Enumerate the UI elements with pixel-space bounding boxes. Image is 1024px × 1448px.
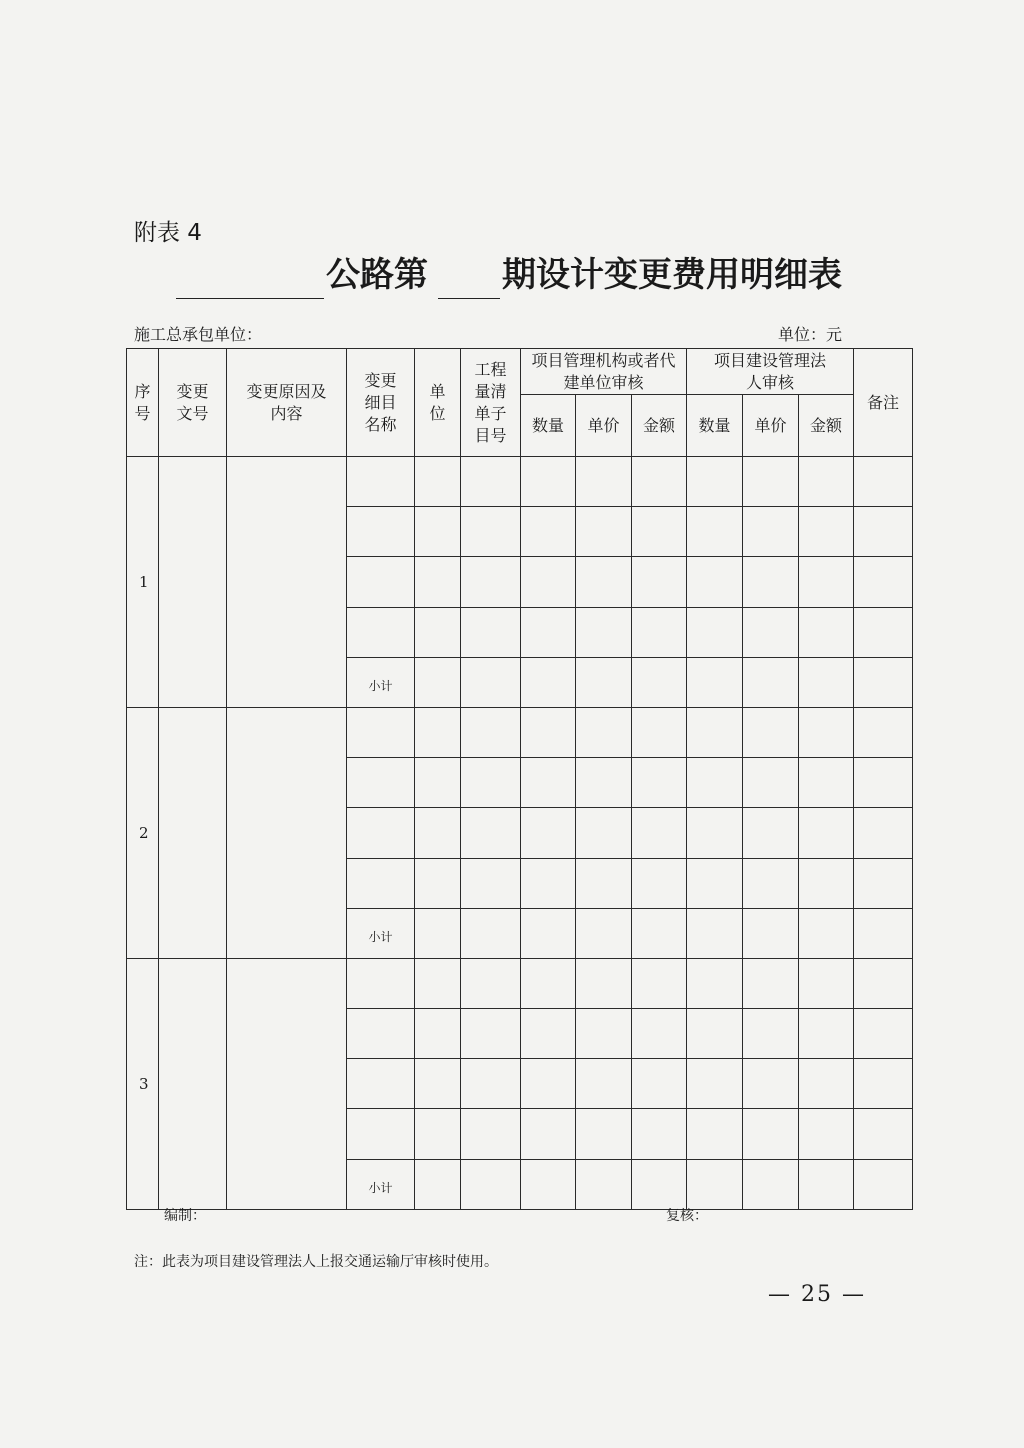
table-cell bbox=[461, 758, 521, 808]
header-amount-1: 金额 bbox=[632, 395, 687, 457]
table-cell bbox=[687, 1059, 743, 1109]
header-row-1 bbox=[127, 349, 913, 395]
table-cell bbox=[347, 607, 415, 657]
table-cell bbox=[521, 808, 576, 858]
table-cell bbox=[521, 908, 576, 958]
table-cell bbox=[743, 457, 799, 507]
table-cell bbox=[415, 657, 461, 707]
header-group-owner: 项目建设管理法人审核 bbox=[687, 349, 854, 395]
table-cell bbox=[632, 457, 687, 507]
table-cell bbox=[461, 1059, 521, 1109]
table-cell bbox=[854, 457, 913, 507]
table-cell bbox=[415, 1159, 461, 1209]
table-row bbox=[127, 958, 913, 1008]
table-cell bbox=[743, 858, 799, 908]
change-doc-no-cell bbox=[159, 958, 227, 1209]
table-cell bbox=[415, 607, 461, 657]
header-amount-2: 金额 bbox=[799, 395, 854, 457]
table-cell bbox=[854, 1109, 913, 1159]
title-blank-road-name bbox=[176, 252, 324, 299]
table-cell bbox=[521, 1159, 576, 1209]
table-cell bbox=[521, 607, 576, 657]
reason-cell bbox=[227, 707, 347, 958]
change-doc-no-cell bbox=[159, 457, 227, 708]
table-cell bbox=[743, 657, 799, 707]
table-cell bbox=[854, 1059, 913, 1109]
table-cell bbox=[461, 1009, 521, 1059]
table-cell bbox=[854, 908, 913, 958]
table-cell bbox=[632, 507, 687, 557]
table-cell bbox=[743, 1059, 799, 1109]
header-unit: 单位 bbox=[415, 349, 461, 457]
table-cell bbox=[854, 1009, 913, 1059]
table-cell bbox=[687, 657, 743, 707]
table-cell bbox=[576, 657, 632, 707]
row-seq-number: 3 bbox=[127, 958, 159, 1209]
table-cell bbox=[743, 557, 799, 607]
table-cell bbox=[415, 958, 461, 1008]
table-cell bbox=[576, 507, 632, 557]
header-qty-1: 数量 bbox=[521, 395, 576, 457]
table-cell bbox=[854, 707, 913, 757]
table-cell bbox=[576, 607, 632, 657]
reason-cell bbox=[227, 958, 347, 1209]
table-cell bbox=[347, 1009, 415, 1059]
table-cell bbox=[799, 1059, 854, 1109]
table-cell bbox=[576, 758, 632, 808]
header-price-1: 单价 bbox=[576, 395, 632, 457]
table-cell bbox=[576, 858, 632, 908]
table-cell bbox=[521, 1009, 576, 1059]
page-title bbox=[176, 252, 876, 302]
table-cell bbox=[632, 707, 687, 757]
header-remarks: 备注 bbox=[854, 349, 913, 457]
table-cell bbox=[576, 1059, 632, 1109]
title-blank-phase bbox=[438, 252, 500, 299]
table-cell bbox=[576, 557, 632, 607]
table-cell bbox=[799, 758, 854, 808]
table-cell bbox=[632, 1059, 687, 1109]
table-cell bbox=[687, 607, 743, 657]
table-cell bbox=[415, 707, 461, 757]
table-row bbox=[127, 457, 913, 507]
table-cell bbox=[799, 707, 854, 757]
table-cell bbox=[632, 1109, 687, 1159]
table-cell bbox=[347, 808, 415, 858]
table-cell bbox=[461, 607, 521, 657]
table-cell bbox=[687, 808, 743, 858]
table-cell bbox=[415, 1109, 461, 1159]
table-cell bbox=[415, 1009, 461, 1059]
table-cell bbox=[461, 457, 521, 507]
table-cell bbox=[576, 457, 632, 507]
table-cell bbox=[799, 858, 854, 908]
table-cell bbox=[347, 1109, 415, 1159]
table-cell bbox=[799, 908, 854, 958]
table-cell bbox=[576, 1159, 632, 1209]
table-cell bbox=[687, 1109, 743, 1159]
table-cell bbox=[743, 1009, 799, 1059]
reason-cell bbox=[227, 457, 347, 708]
table-cell bbox=[743, 1109, 799, 1159]
subtotal-label: 小计 bbox=[347, 657, 415, 707]
table-cell bbox=[687, 507, 743, 557]
table-cell bbox=[347, 1059, 415, 1109]
table-row bbox=[127, 707, 913, 757]
table-cell bbox=[854, 657, 913, 707]
table-cell bbox=[632, 858, 687, 908]
table-cell bbox=[799, 1109, 854, 1159]
table-cell bbox=[687, 758, 743, 808]
table-cell bbox=[743, 808, 799, 858]
row-seq-number: 1 bbox=[127, 457, 159, 708]
table-cell bbox=[687, 707, 743, 757]
table-cell bbox=[461, 657, 521, 707]
header-qty-2: 数量 bbox=[687, 395, 743, 457]
table-cell bbox=[743, 507, 799, 557]
table-cell bbox=[576, 808, 632, 858]
table-cell bbox=[854, 607, 913, 657]
change-doc-no-cell bbox=[159, 707, 227, 958]
header-item-name: 变更细目名称 bbox=[347, 349, 415, 457]
table-cell bbox=[854, 858, 913, 908]
table-cell bbox=[687, 858, 743, 908]
attachment-label: 附表 4 bbox=[134, 220, 202, 246]
table-cell bbox=[347, 557, 415, 607]
table-cell bbox=[799, 557, 854, 607]
title-part-2: 期设计变更费用明细表 bbox=[502, 255, 842, 295]
table-cell bbox=[854, 557, 913, 607]
table-cell bbox=[521, 958, 576, 1008]
table-cell bbox=[415, 908, 461, 958]
table-cell bbox=[461, 1159, 521, 1209]
table-cell bbox=[743, 758, 799, 808]
table-cell bbox=[461, 958, 521, 1008]
table-cell bbox=[415, 858, 461, 908]
table-cell bbox=[461, 507, 521, 557]
header-group-agency: 项目管理机构或者代建单位审核 bbox=[521, 349, 687, 395]
table-cell bbox=[521, 557, 576, 607]
table-cell bbox=[576, 707, 632, 757]
table-cell bbox=[743, 958, 799, 1008]
table-cell bbox=[521, 507, 576, 557]
table-cell bbox=[799, 958, 854, 1008]
table-cell bbox=[576, 1009, 632, 1059]
table-cell bbox=[687, 457, 743, 507]
table-cell bbox=[461, 557, 521, 607]
table-cell bbox=[347, 958, 415, 1008]
table-cell bbox=[799, 607, 854, 657]
table-cell bbox=[632, 1009, 687, 1059]
title-part-1: 公路第 bbox=[326, 255, 428, 295]
table-cell bbox=[347, 858, 415, 908]
table-cell bbox=[576, 1109, 632, 1159]
table-cell bbox=[347, 758, 415, 808]
table-cell bbox=[632, 908, 687, 958]
row-seq-number: 2 bbox=[127, 707, 159, 958]
table-cell bbox=[799, 1009, 854, 1059]
table-cell bbox=[415, 808, 461, 858]
footnote: 注：此表为项目建设管理法人上报交通运输厅审核时使用。 bbox=[134, 1254, 498, 1270]
table-cell bbox=[799, 507, 854, 557]
table-cell bbox=[854, 758, 913, 808]
page-number: — 25 — bbox=[768, 1282, 866, 1307]
table-cell bbox=[521, 758, 576, 808]
table-cell bbox=[743, 908, 799, 958]
header-price-2: 单价 bbox=[743, 395, 799, 457]
table-cell bbox=[461, 707, 521, 757]
table-cell bbox=[521, 1109, 576, 1159]
table-cell bbox=[854, 958, 913, 1008]
header-reason: 变更原因及内容 bbox=[227, 349, 347, 457]
table-cell bbox=[632, 758, 687, 808]
table-cell bbox=[632, 557, 687, 607]
table-cell bbox=[415, 457, 461, 507]
table-cell bbox=[632, 958, 687, 1008]
cost-detail-table bbox=[126, 348, 913, 1210]
table-cell bbox=[576, 908, 632, 958]
header-change-doc-no: 变更文号 bbox=[159, 349, 227, 457]
table-cell bbox=[743, 1159, 799, 1209]
table-cell bbox=[461, 858, 521, 908]
table-cell bbox=[743, 707, 799, 757]
table-cell bbox=[632, 808, 687, 858]
table-cell bbox=[632, 607, 687, 657]
table-cell bbox=[687, 557, 743, 607]
reviewed-by-label: 复核： bbox=[666, 1208, 708, 1224]
table-cell bbox=[687, 908, 743, 958]
table-cell bbox=[632, 1159, 687, 1209]
table-cell bbox=[347, 507, 415, 557]
table-cell bbox=[632, 657, 687, 707]
table-cell bbox=[854, 808, 913, 858]
contractor-label: 施工总承包单位： bbox=[134, 325, 263, 344]
table-cell bbox=[687, 958, 743, 1008]
table-cell bbox=[854, 507, 913, 557]
table-cell bbox=[799, 1159, 854, 1209]
table-cell bbox=[415, 557, 461, 607]
table-cell bbox=[743, 607, 799, 657]
table-cell bbox=[415, 1059, 461, 1109]
table-cell bbox=[461, 908, 521, 958]
table-cell bbox=[347, 707, 415, 757]
table-cell bbox=[521, 657, 576, 707]
table-cell bbox=[799, 808, 854, 858]
table-cell bbox=[799, 457, 854, 507]
table-cell bbox=[521, 457, 576, 507]
table-cell bbox=[854, 1159, 913, 1209]
table-cell bbox=[415, 507, 461, 557]
table-cell bbox=[521, 858, 576, 908]
subtotal-label: 小计 bbox=[347, 1159, 415, 1209]
compiled-by-label: 编制： bbox=[164, 1208, 206, 1224]
table-cell bbox=[347, 457, 415, 507]
table-cell bbox=[576, 958, 632, 1008]
table-cell bbox=[521, 1059, 576, 1109]
table-cell bbox=[461, 1109, 521, 1159]
table-cell bbox=[687, 1159, 743, 1209]
table-cell bbox=[415, 758, 461, 808]
header-seq: 序号 bbox=[127, 349, 159, 457]
table-cell bbox=[521, 707, 576, 757]
table-cell bbox=[687, 1009, 743, 1059]
table-cell bbox=[799, 657, 854, 707]
subtotal-label: 小计 bbox=[347, 908, 415, 958]
header-boq-no: 工程量清单子目号 bbox=[461, 349, 521, 457]
currency-unit: 单位：元 bbox=[778, 325, 843, 344]
table-cell bbox=[461, 808, 521, 858]
